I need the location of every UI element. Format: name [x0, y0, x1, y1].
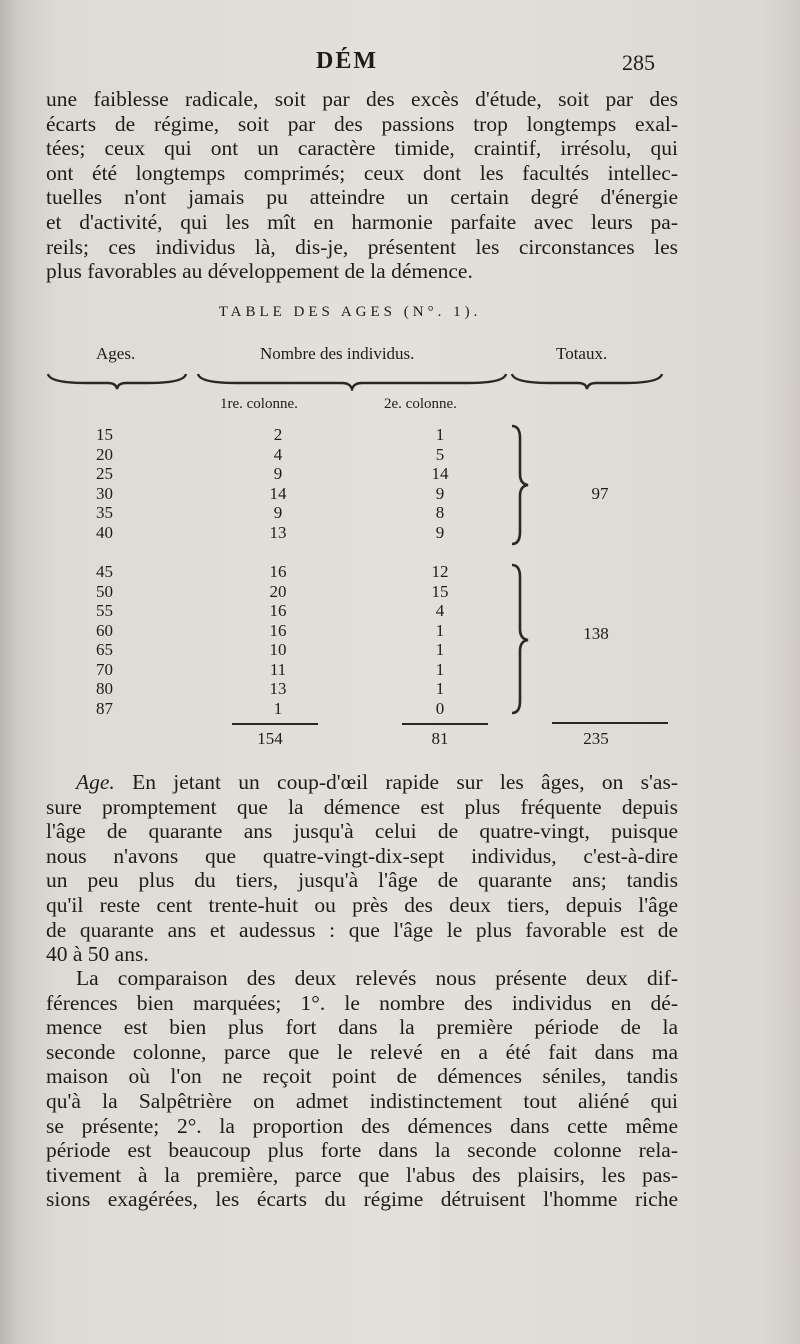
text-line: seconde colonne, parce que le relevé en a été fait dans ma: [46, 1039, 678, 1064]
page-number: 285: [622, 50, 655, 75]
text-line: qu'à la Salpêtrière on admet indistinctement tout aliéné qui: [46, 1088, 678, 1113]
count-cell: 1: [273, 698, 283, 718]
text-line: un peu plus du tiers, jusqu'à l'âge de quarante ans; tandis: [46, 868, 678, 893]
group-1-total: 97: [591, 484, 609, 503]
text-line: La comparaison des deux relevés nous présente deux dif-: [76, 966, 678, 990]
age-cell: 65: [96, 640, 113, 659]
text-line: tées; ceux qui ont un caractère timide, craintif, irrésolu, qui: [46, 136, 678, 161]
age-cell: 45: [96, 562, 113, 581]
age-cell: 35: [96, 503, 113, 522]
count-cell: 16: [269, 562, 287, 581]
count-cell: 9: [273, 464, 283, 483]
count-cell: 5: [435, 444, 445, 464]
text-line: plus favorables au développement de la démence.: [46, 259, 473, 284]
count-cell: 12: [431, 562, 449, 581]
text-line: qu'il reste cent trente-huit ou près des deux tiers, depuis l'âge: [46, 892, 678, 917]
count-cell: 9: [273, 503, 283, 522]
age-cell: 25: [96, 464, 113, 483]
text-line: tuelles n'ont jamais pu atteindre un certain degré d'énergie: [46, 185, 678, 210]
age-cell: 70: [96, 659, 113, 679]
text-line: tivement à la première, parce que l'abus des plaisirs, les pas-: [46, 1162, 678, 1187]
column-1-sum-rule: [232, 723, 318, 725]
group-2-total: 138: [583, 624, 609, 643]
ages-header: Ages.: [96, 344, 136, 363]
text-line: nous n'avons que quatre-vingt-dix-sept individus, c'est-à-dire: [46, 843, 678, 868]
table-title: TABLE DES AGES (N°. 1).: [218, 304, 482, 320]
count-cell: 4: [435, 601, 445, 620]
age-cell: 60: [96, 620, 113, 640]
text-line: sure promptement que la démence est plus fréquente depuis: [46, 794, 678, 819]
text-line: reils; ces individus là, dis-je, présentent les circonstances les: [46, 234, 678, 259]
count-cell: 4: [273, 444, 283, 464]
count-cell: 10: [269, 640, 287, 659]
count-cell: 15: [431, 581, 449, 601]
group-2-brace: [508, 563, 532, 717]
intro-paragraph: [46, 87, 678, 284]
count-cell: 9: [435, 483, 445, 503]
comparison-paragraph: [46, 966, 678, 1212]
age-cell: 87: [96, 698, 113, 718]
count-cell: 13: [269, 522, 287, 542]
ages-column-group-2: [96, 562, 136, 718]
text-line: l'âge de quarante ans jusqu'à celui de quatre-vingt, puisque: [46, 819, 678, 844]
running-title: DÉM: [316, 48, 378, 74]
column-2-group-1: [410, 425, 470, 542]
count-cell: 13: [269, 679, 287, 698]
count-cell: 16: [269, 601, 287, 620]
count-cell: 11: [269, 659, 287, 679]
individuals-header: Nombre des individus.: [260, 344, 415, 363]
age-cell: 50: [96, 581, 113, 601]
text-line: de quarante ans et audessus : que l'âge le plus favorable est de: [46, 917, 678, 942]
text-line: se présente; 2°. la proportion des démences dans cette même: [46, 1113, 678, 1138]
count-cell: 1: [435, 640, 445, 659]
age-cell: 40: [96, 522, 113, 542]
age-cell: 30: [96, 483, 113, 503]
age-first-line-text: En jetant un coup-d'œil rapide sur les âges, on s'as-: [114, 770, 678, 794]
text-line: 40 à 50 ans.: [46, 942, 149, 967]
ages-column-group-1: [96, 425, 136, 542]
count-cell: 16: [269, 620, 287, 640]
text-line: et d'activité, qui les mît en harmonie parfaite avec leurs pa-: [46, 209, 678, 234]
age-cell: 20: [96, 444, 113, 464]
totals-sum-rule: [552, 722, 668, 724]
column-2-label: 2e. colonne.: [384, 396, 457, 412]
age-paragraph: [46, 770, 678, 967]
text-line: [46, 770, 678, 795]
totals-header: Totaux.: [556, 344, 608, 363]
running-head: [0, 48, 800, 82]
age-cell: 55: [96, 601, 113, 620]
text-line: sions exagérées, les écarts du régime détruisent l'homme riche: [46, 1187, 678, 1212]
count-cell: 1: [435, 679, 445, 698]
count-cell: 1: [435, 620, 445, 640]
grand-total: 235: [583, 729, 609, 748]
column-1-group-1: [248, 425, 308, 542]
age-lead-word: Age.: [76, 770, 115, 794]
text-line: maison où l'on ne reçoit point de démences séniles, tandis: [46, 1064, 678, 1089]
count-cell: 1: [435, 659, 445, 679]
column-2-group-2: [410, 562, 470, 718]
count-cell: 20: [269, 581, 287, 601]
count-cell: 8: [435, 503, 445, 522]
text-line: ont été longtemps comprimés; ceux dont les facultés intellec-: [46, 160, 678, 185]
totals-header-brace: [510, 371, 664, 391]
column-1-group-2: [248, 562, 308, 718]
column-2-sum: 81: [431, 729, 449, 748]
column-2-sum-rule: [402, 723, 488, 725]
text-line: écarts de régime, soit par des passions trop longtemps exal-: [46, 111, 678, 136]
text-line: une faiblesse radicale, soit par des excès d'étude, soit par des: [46, 87, 678, 111]
age-cell: 15: [96, 425, 113, 444]
count-cell: 14: [431, 464, 449, 483]
count-cell: 2: [273, 425, 283, 444]
count-cell: 1: [435, 425, 445, 444]
column-1-sum: 154: [257, 729, 283, 748]
text-line: férences bien marquées; 1°. le nombre des individus en dé-: [46, 990, 678, 1015]
group-1-brace: [508, 424, 532, 548]
ages-header-brace: [46, 371, 188, 391]
age-cell: 80: [96, 679, 113, 698]
count-cell: 0: [435, 698, 445, 718]
text-line: mence est bien plus fort dans la première période de la: [46, 1015, 678, 1040]
count-cell: 14: [269, 483, 287, 503]
count-cell: 9: [435, 522, 445, 542]
column-1-label: 1re. colonne.: [220, 396, 298, 412]
text-line: période est beaucoup plus forte dans la seconde colonne rela-: [46, 1138, 678, 1163]
individuals-header-brace: [196, 371, 508, 391]
